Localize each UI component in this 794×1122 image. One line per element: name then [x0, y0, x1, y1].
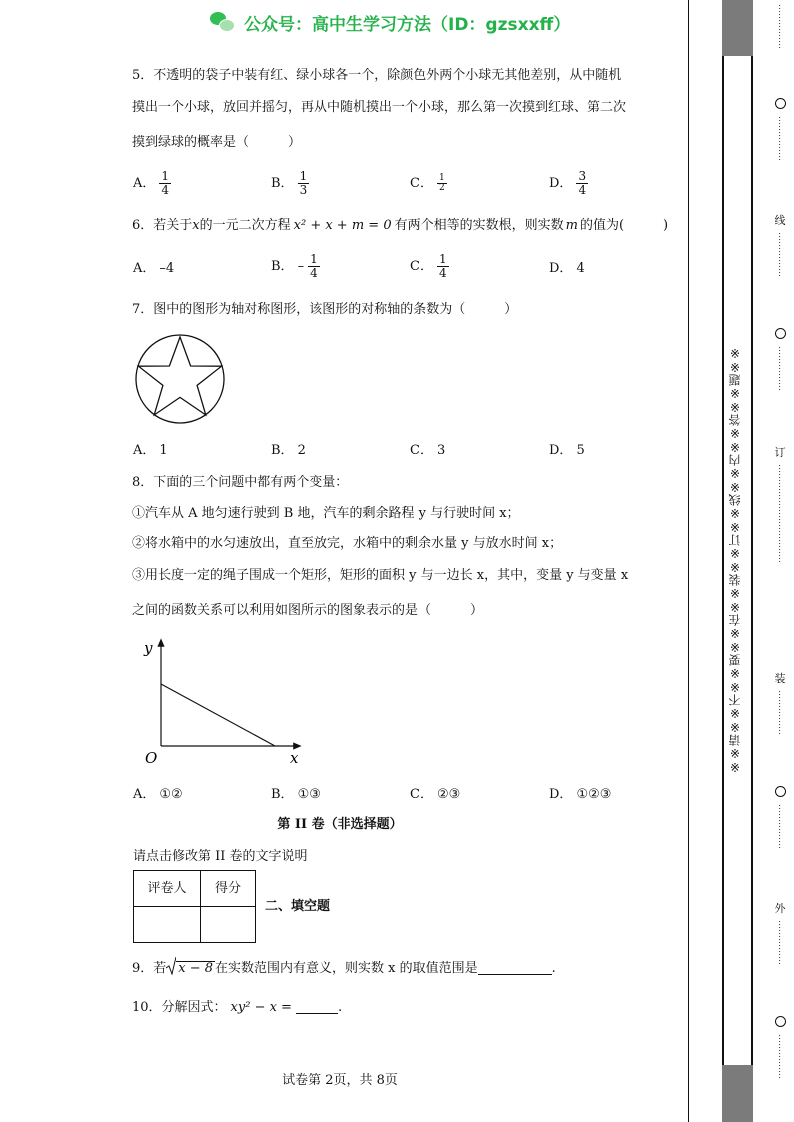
fraction: $\frac{1}{4}$	[161, 169, 170, 197]
grader-cell[interactable]	[134, 907, 201, 943]
q5-option-c[interactable]: C． $\frac{1}{2}$	[410, 173, 445, 194]
q8-line4: ③用长度一定的绳子围成一个矩形，矩形的面积 y 与一边长 x，其中，变量 y 与变量 x	[132, 568, 629, 583]
q8-line1: 8．下面的三个问题中都有两个变量：	[132, 475, 349, 490]
q8-option-d[interactable]: D． ①②③	[549, 787, 612, 802]
fraction: $\frac{1}{2}$	[438, 173, 445, 194]
q7-stem: 7．图中的图形为轴对称图形，该图形的对称轴的条数为（ ）	[132, 302, 518, 317]
q10-stem: 10．分解因式： xy² − x = .	[132, 1000, 343, 1015]
q7-option-c[interactable]: C． 3	[410, 443, 446, 458]
fraction: $\frac{1}{4}$	[310, 252, 318, 280]
q9-stem: 9．若 x − 8 在实数范围内有意义，则实数 x 的取值范围是 .	[132, 957, 556, 975]
mark-wai: 外	[774, 902, 786, 915]
part2-note[interactable]: 请点击修改第 II 卷的文字说明	[133, 849, 308, 864]
q5-line1: 5．不透明的袋子中装有红、绿小球各一个，除颜色外两个小球无其他差别，从中随机	[132, 68, 622, 83]
q7-option-d[interactable]: D． 5	[549, 443, 585, 458]
strip-bottom-band	[722, 1065, 753, 1122]
q6-option-c[interactable]: C． $\frac{1}{4}$	[410, 252, 447, 280]
graph-y-label: y	[144, 639, 153, 657]
mark-xian: 线	[774, 214, 786, 227]
binding-hole	[775, 1016, 786, 1027]
part2-title: 第 II 卷（非选择题）	[277, 817, 403, 832]
banner-text: 公众号：高中生学习方法（ID：gzsxxff）	[244, 14, 571, 35]
strip-top-band	[722, 0, 753, 56]
mark-ding: 订	[774, 446, 786, 459]
q8-option-a[interactable]: A． ①②	[133, 787, 183, 802]
score-header: 得分	[201, 871, 256, 907]
q7-option-b[interactable]: B． 2	[271, 443, 306, 458]
q5-option-b[interactable]: B． $\frac{1}{3}$	[271, 169, 308, 197]
fraction: $\frac{1}{4}$	[438, 252, 447, 280]
score-cell[interactable]	[201, 907, 256, 943]
binding-hole	[775, 98, 786, 109]
do-not-answer-warning: ※※请※※不※※要※※在※※装※※订※※线※※内※※答※※题※※	[728, 346, 742, 774]
fraction: $\frac{1}{3}$	[299, 169, 308, 197]
mark-zhuang: 装	[774, 672, 786, 685]
q5-option-d[interactable]: D． $\frac{3}{4}$	[549, 169, 587, 197]
score-table	[133, 870, 256, 943]
graph-origin-label: O	[145, 749, 158, 766]
q6-stem: 6．若关于x的一元二次方程 x² + x + m = 0 有两个相等的实数根，则实数 m 的值为( )	[132, 218, 669, 233]
star-in-circle-figure	[134, 333, 226, 425]
fraction: $\frac{3}{4}$	[578, 169, 587, 197]
graph-x-label: x	[290, 749, 299, 766]
q9-answer-blank[interactable]	[478, 961, 552, 975]
q10-answer-blank[interactable]	[296, 1000, 338, 1014]
q6-option-b[interactable]: B． – $\frac{1}{4}$	[271, 252, 318, 280]
q5-option-a[interactable]: A． $\frac{1}{4}$	[133, 169, 170, 197]
q8-line5: 之间的函数关系可以利用如图所示的图象表示的是（ ）	[132, 603, 484, 618]
q5-line3: 摸到绿球的概率是（ ）	[132, 135, 302, 150]
q8-option-c[interactable]: C． ②③	[410, 787, 461, 802]
page-footer: 试卷第 2页，共 8页	[282, 1073, 398, 1088]
q8-line2: ①汽车从 A 地匀速行驶到 B 地，汽车的剩余路程 y 与行驶时间 x；	[132, 506, 520, 521]
q6-option-d[interactable]: D． 4	[549, 261, 585, 276]
q6-option-a[interactable]: A． –4	[133, 261, 175, 276]
sqrt-expression: x − 8	[166, 957, 215, 975]
function-graph	[140, 636, 310, 766]
q7-option-a[interactable]: A． 1	[133, 443, 168, 458]
section-fill-in: 二、填空题	[265, 899, 331, 914]
q8-line3: ②将水箱中的水匀速放出，直至放完，水箱中的剩余水量 y 与放水时间 x；	[132, 536, 563, 551]
grader-header: 评卷人	[134, 871, 201, 907]
q5-line2: 摸出一个小球，放回并摇匀，再从中随机摸出一个小球，那么第一次摸到红球、第二次	[132, 100, 627, 115]
binding-hole	[775, 328, 786, 339]
binding-hole	[775, 786, 786, 797]
q8-option-b[interactable]: B． ①③	[271, 787, 321, 802]
